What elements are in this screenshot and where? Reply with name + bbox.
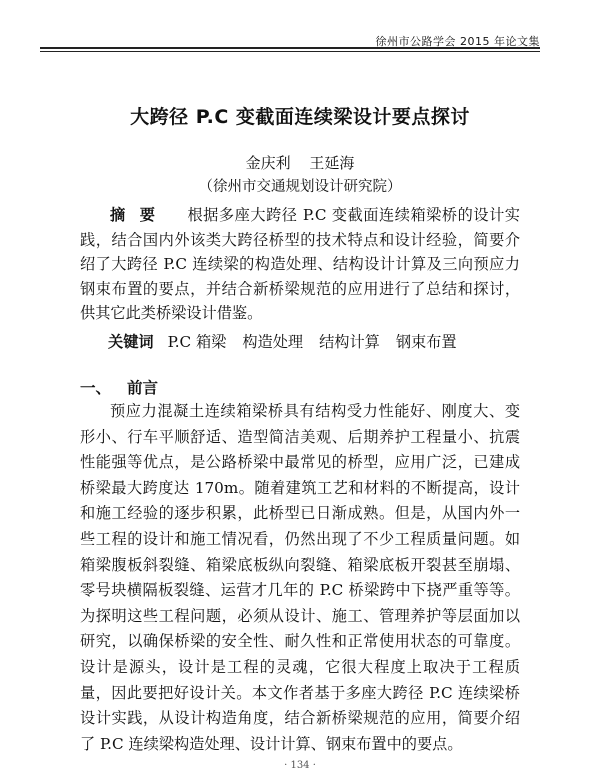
keyword-item: P.C 箱梁 bbox=[167, 333, 227, 351]
keyword-item: 结构计算 bbox=[319, 333, 380, 351]
header-rule-thin bbox=[40, 51, 540, 52]
affiliation: （徐州市交通规划设计研究院） bbox=[198, 179, 402, 195]
abstract-label: 摘要 bbox=[110, 206, 170, 224]
keywords-label: 关键词 bbox=[108, 333, 154, 351]
abstract-text: 根据多座大跨径 P.C 变截面连续箱梁桥的设计实践，结合国内外该类大跨径桥型的技术特点和设计经验，简要介绍了大跨径 P.C 连续梁的构造处理、结构设计计算及三向预应力钢束布置的要点，并结合新桥梁规范的应用进行了总结和探讨，供其它此类桥梁设计借鉴。 bbox=[80, 206, 520, 323]
authors: 金庆利 王延海 bbox=[245, 154, 355, 172]
keywords bbox=[108, 331, 528, 353]
running-head: 徐州市公路学会 2015 年论文集 bbox=[375, 35, 540, 48]
keyword-item: 钢束布置 bbox=[395, 333, 457, 351]
body-paragraph: 预应力混凝土连续箱梁桥具有结构受力性能好、刚度大、变形小、行车平顺舒适、造型简洁美观、后期养护工程量小、抗震性能强等优点，是公路桥梁中最常见的桥型，应用广泛，已建成桥梁最大跨度达 170m。随着建筑工艺和材料的不断提高，设计和施工经验的逐步积累，此桥型已日渐成熟。但是，从国内外一些工程的设计和施工情况看，仍然出现了不少工程质量问题。如箱梁腹板斜裂缝、箱梁底板纵向裂缝、箱梁底板开裂甚至崩塌、零号块横隔板裂缝、运营才几年的 P.C 桥梁跨中下挠严重等等。为探明这些工程问题，必须从设计、施工、管理养护等层面加以研究，以确保桥梁的安全性、耐久性和正常使用状态的可靠度。设计是源头，设计是工程的灵魂，它很大程度上取决于工程质量，因此要把好设计关。本文作者基于多座大跨径 P.C 连续梁桥设计实践，从设计构造角度，结合新桥梁规范的应用，简要介绍了 P.C 连续梁构造处理、设计计算、钢束布置中的要点。 bbox=[80, 402, 520, 753]
keyword-item: 构造处理 bbox=[242, 333, 304, 351]
page-number: · 134 · bbox=[284, 760, 316, 771]
section-heading bbox=[80, 376, 158, 398]
section-number: 一、 bbox=[80, 379, 112, 397]
paper-title: 大跨径 P.C 变截面连续梁设计要点探讨 bbox=[130, 106, 470, 128]
abstract bbox=[80, 203, 520, 326]
section-title: 前言 bbox=[127, 379, 159, 397]
